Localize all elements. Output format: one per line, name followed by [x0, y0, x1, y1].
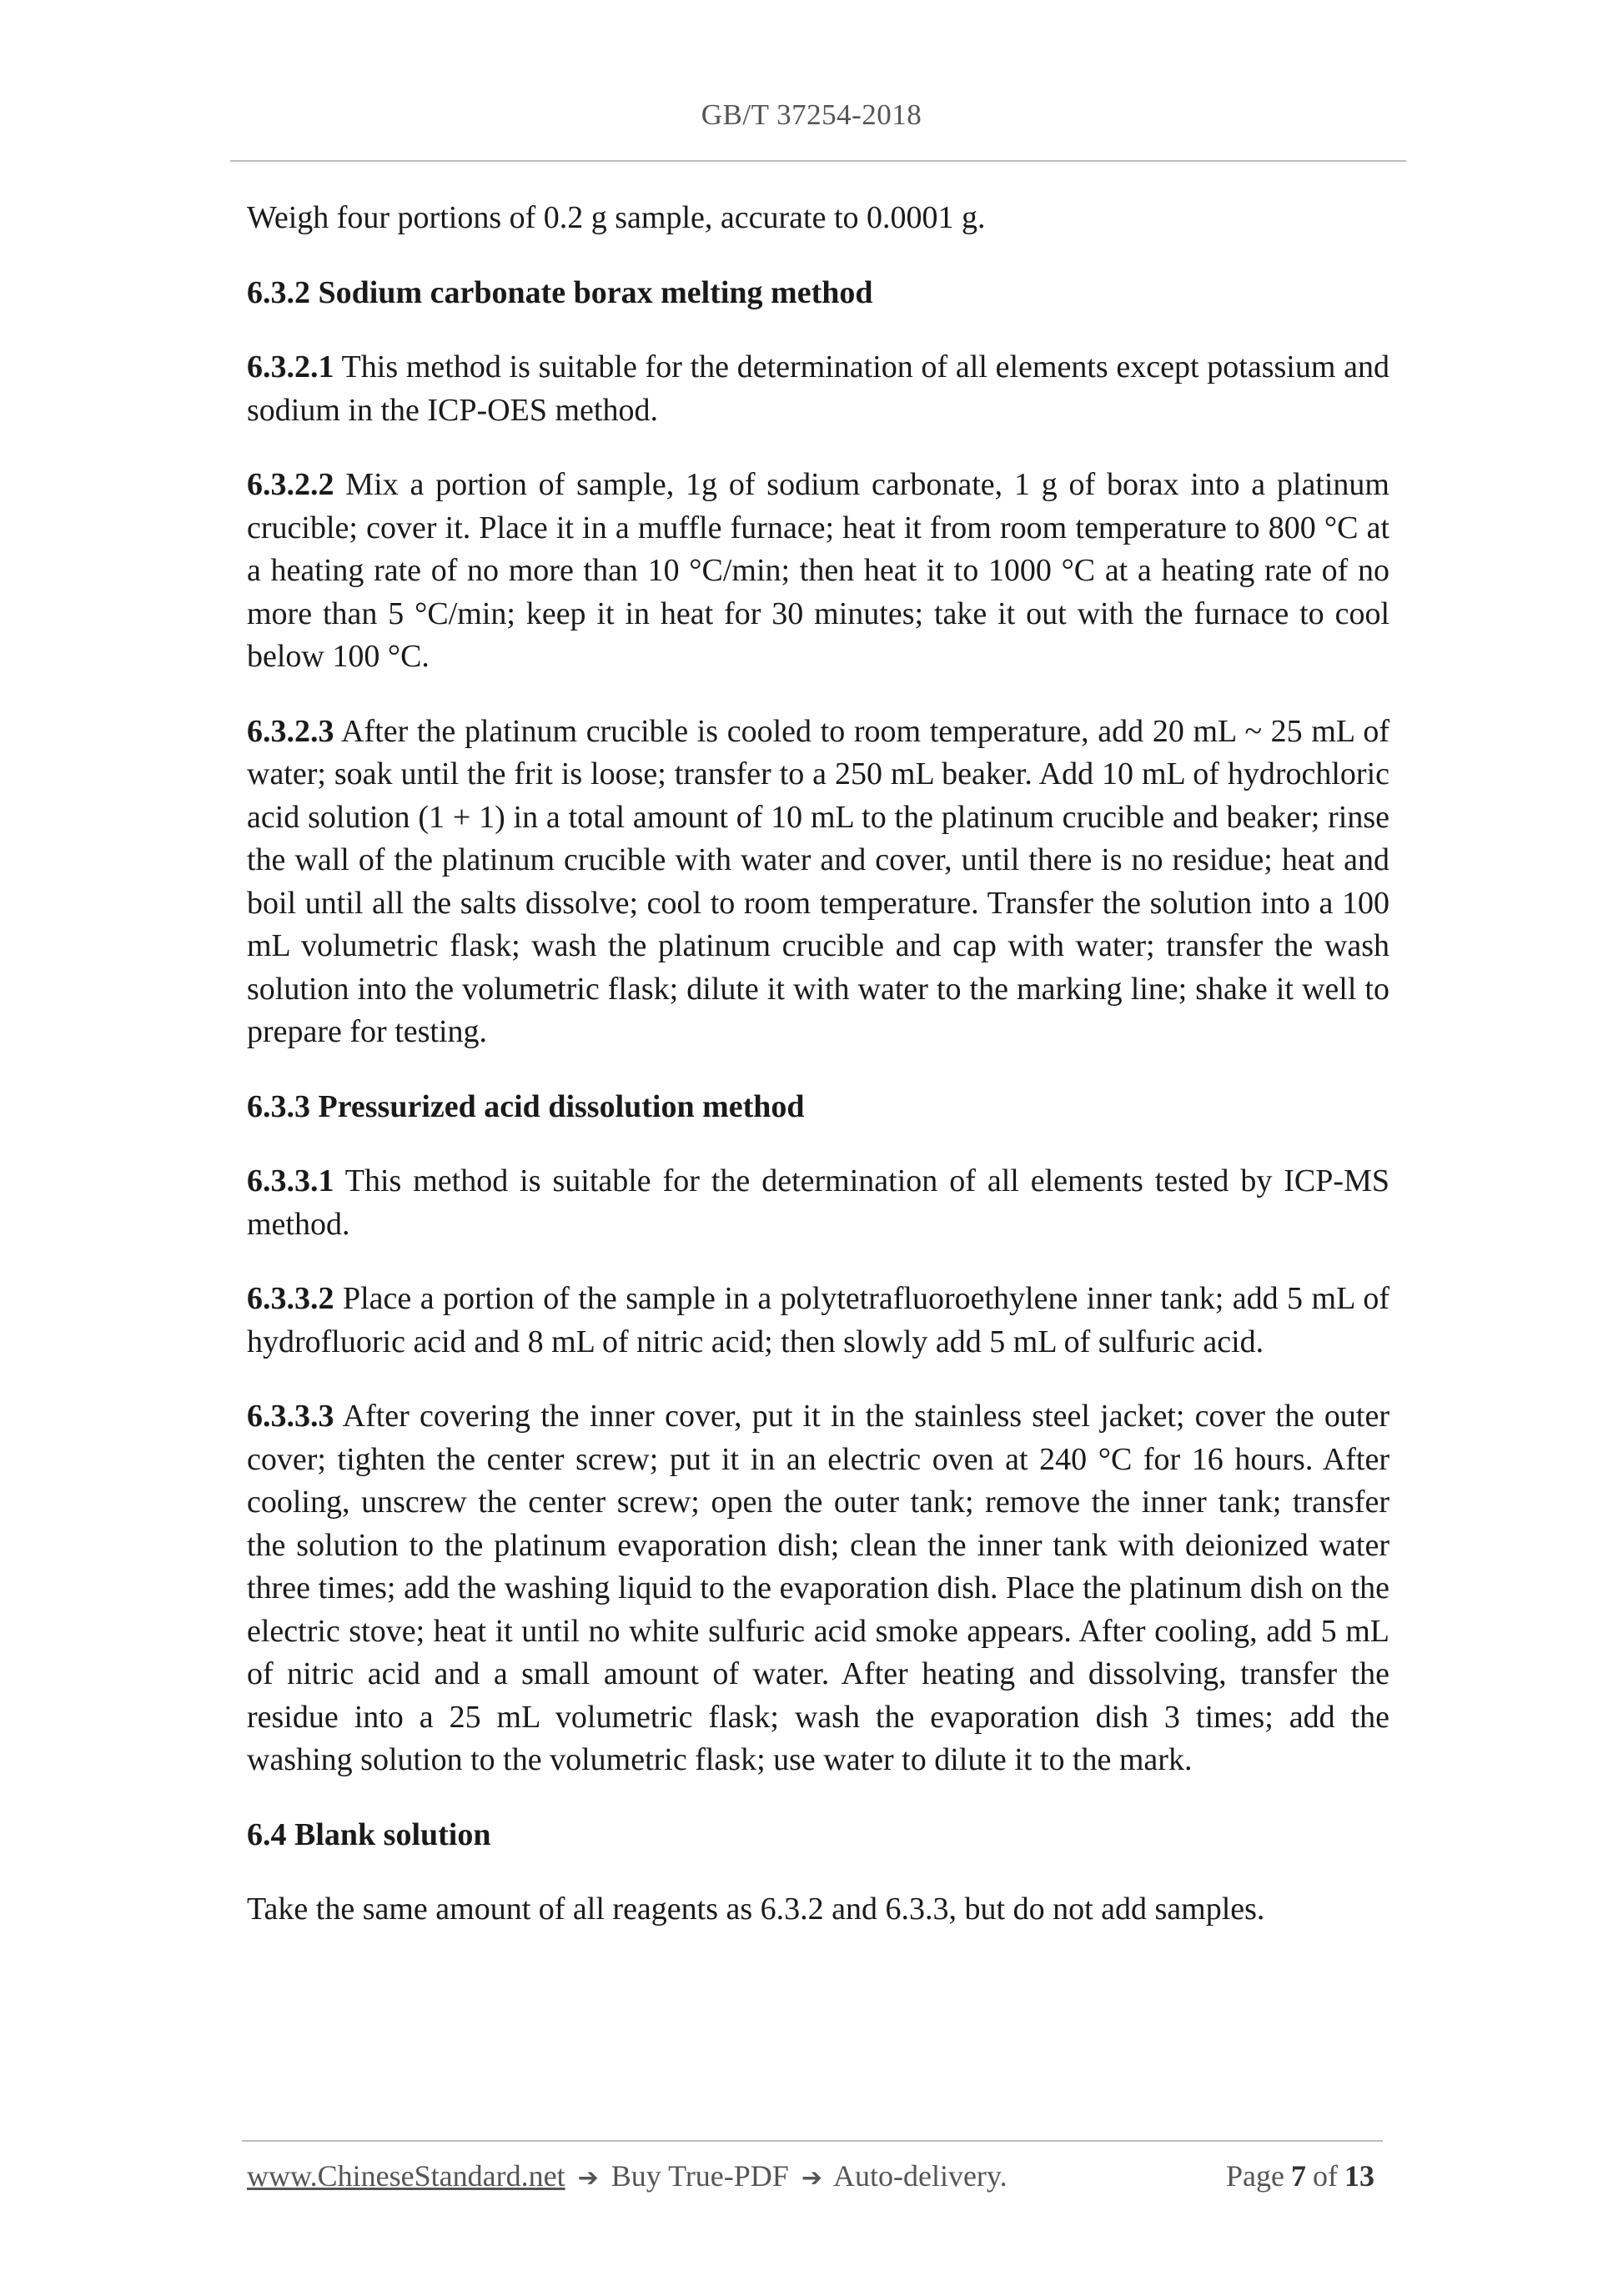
clause-number: 6.3.3.3 — [247, 1399, 334, 1434]
clause-number: 6.3.2.1 — [247, 349, 334, 384]
section-heading-6-3-3: 6.3.3 Pressurized acid dissolution method — [247, 1088, 805, 1124]
clause-text: After covering the inner cover, put it in the stainless steel jacket; cover the outer cover; tighten the center screw; put it in an electric oven at 240 °C for 16 hours. After cooling, unscrew the center screw; open the outer tank; remove the inner tank; transfer the solution to the platinum evaporation dish; clean the inner tank with deionized water three times; add the washing liquid to the evaporation dish. Place the platinum dish on the electric stove; heat it until no white sulfuric acid smoke appears. After cooling, add 5 mL of nitric acid and a small amount of water. After heating and dissolving, transfer the residue into a 25 mL volumetric flask; wash the evaporation dish 3 times; add the washing solution to the volumetric flask; use water to dilute it to the mark. — [247, 1399, 1389, 1777]
paragraph-weigh: Weigh four portions of 0.2 g sample, accurate to 0.0001 g. — [247, 200, 986, 235]
clause-number: 6.3.2.2 — [247, 467, 334, 502]
paragraph-6-3-3-1 — [247, 1160, 1389, 1246]
section-heading-6-4: 6.4 Blank solution — [247, 1816, 491, 1852]
website-link[interactable]: www.ChineseStandard.net — [247, 2159, 565, 2193]
page-indicator — [1226, 2158, 1381, 2193]
footer-promo — [247, 2158, 1007, 2193]
clause-text: After the platinum crucible is cooled to room temperature, add 20 mL ~ 25 mL of water; soak until the frit is loose; transfer to a 250 mL beaker. Add 10 mL of hydrochloric acid solution (1 + 1) in a total amount of 10 mL to the platinum crucible and beaker; rinse the wall of the platinum crucible with water and cover, until there is no residue; heat and boil until all the salts dissolve; cool to room temperature. Transfer the solution into a 100 mL volumetric flask; wash the platinum crucible and cap with water; transfer the wash solution into the volumetric flask; dilute it with water to the marking line; shake it well to prepare for testing. — [247, 713, 1389, 1049]
clause-text: Mix a portion of sample, 1g of sodium carbonate, 1 g of borax into a platinum crucible; cover it. Place it in a muffle furnace; heat it from room temperature to 800 °C at a heating rate of no more than 10 °C/min; then heat it to 1000 °C at a heating rate of no more than 5 °C/min; keep it in heat for 30 minutes; take it out with the furnace to cool below 100 °C. — [247, 467, 1389, 674]
document-header-title: GB/T 37254-2018 — [701, 98, 922, 131]
paragraph-6-3-3-3 — [247, 1395, 1389, 1782]
paragraph-6-3-2-1 — [247, 346, 1389, 432]
header-divider — [230, 160, 1406, 162]
clause-number: 6.3.2.3 — [247, 713, 334, 749]
paragraph-6-3-2-3 — [247, 711, 1389, 1054]
right-arrow-icon: ➔ — [577, 2163, 599, 2193]
clause-text: Place a portion of the sample in a polytetrafluoroethylene inner tank; add 5 mL of hydrofluoric acid and 8 mL of nitric acid; then slowly add 5 mL of sulfuric acid. — [247, 1281, 1389, 1359]
document-body — [247, 197, 1389, 1963]
auto-delivery-text: Auto-delivery. — [832, 2159, 1007, 2193]
page-current: 7 — [1291, 2159, 1306, 2193]
section-heading-6-3-2: 6.3.2 Sodium carbonate borax melting method — [247, 274, 873, 310]
paragraph-blank-solution: Take the same amount of all reagents as 6.3.2 and 6.3.3, but do not add samples. — [247, 1892, 1265, 1927]
page-label: Page — [1226, 2159, 1284, 2193]
right-arrow-icon: ➔ — [801, 2163, 822, 2193]
buy-true-pdf-text: Buy True-PDF — [611, 2159, 789, 2193]
clause-text: This method is suitable for the determination of all elements tested by ICP-MS method. — [247, 1163, 1389, 1242]
footer-divider — [242, 2140, 1383, 2142]
clause-number: 6.3.3.1 — [247, 1163, 334, 1198]
paragraph-6-3-2-2 — [247, 464, 1389, 679]
clause-number: 6.3.3.2 — [247, 1281, 334, 1316]
page-total: 13 — [1344, 2159, 1374, 2193]
page-of-label: of — [1313, 2159, 1338, 2193]
clause-text: This method is suitable for the determination of all elements except potassium and sodium in the ICP-OES method. — [247, 349, 1389, 428]
paragraph-6-3-3-2 — [247, 1278, 1389, 1364]
